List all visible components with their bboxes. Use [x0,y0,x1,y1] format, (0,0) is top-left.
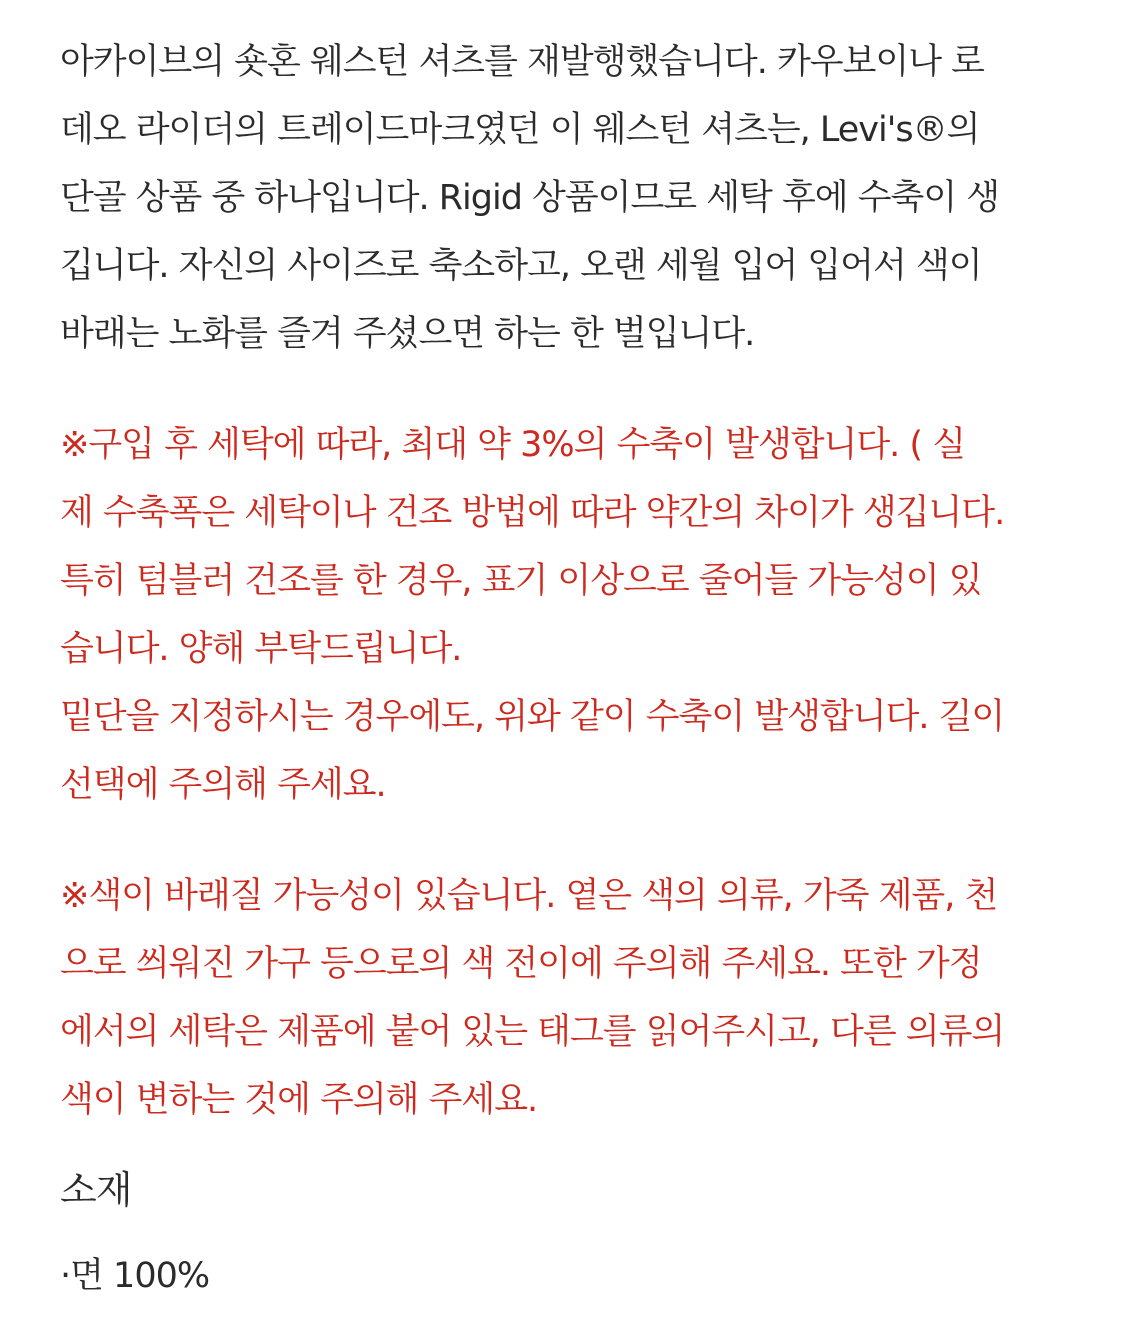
shrink-notice [60,411,1080,819]
description-line: 단골 상품 중 하나입니다. Rigid 상품이므로 세탁 후에 수축이 생 [60,178,1000,218]
description-line: 데오 라이더의 트레이드마크였던 이 웨스턴 셔츠는, Levi's®의 [60,110,980,150]
spacer [60,819,1080,862]
shrink-notice-line: 특히 텀블러 건조를 한 경우, 표기 이상으로 줄어들 가능성이 있 [60,561,982,601]
product-description [60,28,1080,368]
color-notice-line: ※색이 바래질 가능성이 있습니다. 옅은 색의 의류, 가죽 제품, 천 [60,876,998,916]
spacer [60,368,1080,411]
description-line: 바래는 노화를 즐겨 주셨으면 하는 한 벌입니다. [60,314,755,354]
shrink-notice-line: 선택에 주의해 주세요. [60,765,386,805]
color-notice-line: 에서의 세탁은 제품에 붙어 있는 태그를 읽어주시고, 다른 의류의 [60,1012,1005,1052]
shrink-notice-line: ※구입 후 세탁에 따라, 최대 약 3%의 수축이 발생합니다. ( 실 [60,425,966,465]
description-line: 아카이브의 숏혼 웨스턴 셔츠를 재발행했습니다. 카우보이나 로 [60,42,984,82]
material-item: ·면 100% [60,1256,210,1296]
color-notice-line: 으로 씌워진 가구 등으로의 색 전이에 주의해 주세요. 또한 가정 [60,944,982,984]
color-notice-line: 색이 변하는 것에 주의해 주세요. [60,1080,538,1120]
shrink-notice-line: 습니다. 양해 부탁드립니다. [60,629,462,669]
shrink-notice-line: 제 수축폭은 세탁이나 건조 방법에 따라 약간의 차이가 생깁니다. [60,493,1005,533]
color-notice [60,862,1080,1134]
material-title: 소재 [60,1168,132,1212]
description-line: 깁니다. 자신의 사이즈로 축소하고, 오랜 세월 입어 입어서 색이 [60,246,982,286]
product-detail-content [60,28,1080,1310]
shrink-notice-line: 밑단을 지정하시는 경우에도, 위와 같이 수축이 발생합니다. 길이 [60,697,1005,737]
